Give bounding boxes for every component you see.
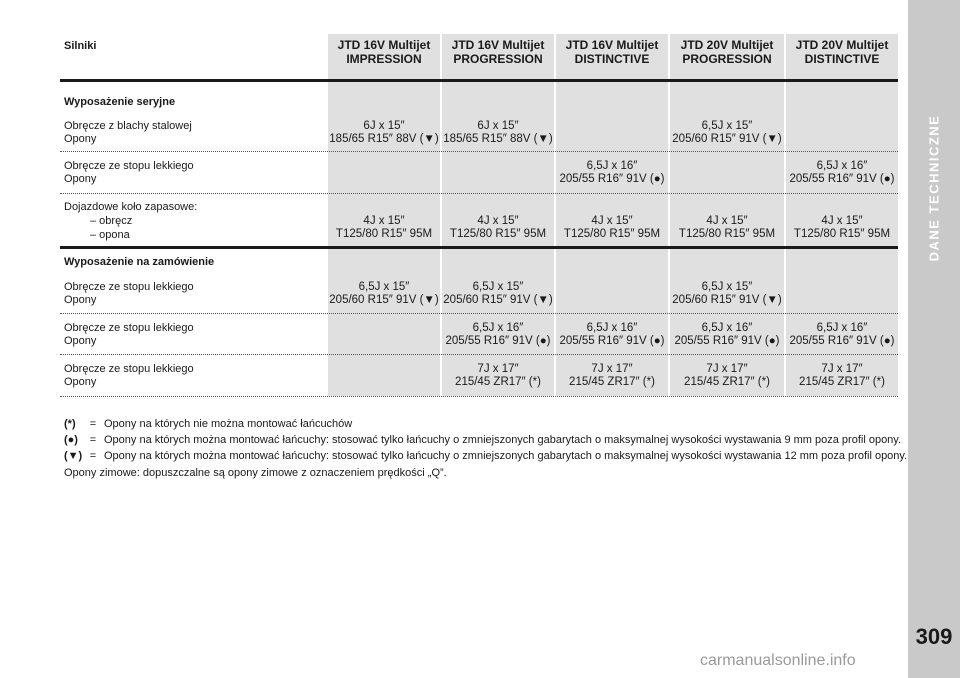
side-tab — [908, 0, 960, 678]
row-divider — [60, 151, 898, 152]
column-header: JTD 16V Multijet IMPRESSION — [337, 38, 431, 66]
row-label: Opony — [64, 173, 97, 185]
table-cell: 7J x 17″ 215/45 ZR17″ (*) — [684, 363, 770, 388]
column-header: JTD 16V Multijet PROGRESSION — [451, 38, 545, 66]
row-label: Opony — [64, 335, 97, 347]
section-title: DANE TECHNICZNE — [926, 114, 942, 262]
section-heading: Wyposażenie seryjne — [64, 96, 176, 108]
row-label: Obręcze ze stopu lekkiego — [64, 322, 194, 334]
row-label: Obręcze ze stopu lekkiego — [64, 363, 194, 375]
row-divider — [60, 354, 898, 355]
column-header: JTD 16V Multijet DISTINCTIVE — [565, 38, 659, 66]
table-cell: 7J x 17″ 215/45 ZR17″ (*) — [569, 363, 655, 388]
row-divider — [60, 313, 898, 314]
header-rule — [60, 79, 898, 82]
row-label: – obręcz — [90, 215, 133, 227]
winter-tyre-note: Opony zimowe: dopuszczalne są opony zimowe z oznaczeniem prędkości „Q”. — [64, 467, 447, 479]
table-cell: 7J x 17″ 215/45 ZR17″ (*) — [455, 363, 541, 388]
table-cell: 4J x 15″ T125/80 R15″ 95M — [793, 215, 891, 240]
footnote: (▼) = Opony na których można montować łańcuchy: stosować tylko łańcuchy o zmniejszonych gabarytach o maksymalnej wysokości wystawania 12 mm poza profil opony. — [64, 450, 908, 462]
section-rule — [60, 246, 898, 249]
table-cell: 6J x 15″ 185/65 R15″ 88V (▼) — [329, 120, 439, 145]
table-cell: 6J x 15″ 185/65 R15″ 88V (▼) — [443, 120, 553, 145]
footnote: (*) = Opony na których nie można montować łańcuchów — [64, 418, 353, 430]
table-cell: 4J x 15″ T125/80 R15″ 95M — [335, 215, 433, 240]
table-cell: 7J x 17″ 215/45 ZR17″ (*) — [799, 363, 885, 388]
page-number: 309 — [915, 624, 953, 649]
table-cell: 4J x 15″ T125/80 R15″ 95M — [563, 215, 661, 240]
table-cell: 6,5J x 16″ 205/55 R16″ 91V (●) — [559, 322, 665, 347]
table-cell: 6,5J x 16″ 205/55 R16″ 91V (●) — [789, 322, 895, 347]
table-cell: 6,5J x 15″ 205/60 R15″ 91V (▼) — [443, 281, 553, 306]
table-cell: 6,5J x 15″ 205/60 R15″ 91V (▼) — [672, 120, 782, 145]
footnote: (●) = Opony na których można montować łańcuchy: stosować tylko łańcuchy o zmniejszonych gabarytach o maksymalnej wysokości wystawania 9 mm poza profil opony. — [64, 434, 902, 446]
row-label: Opony — [64, 376, 97, 388]
table-cell: 6,5J x 16″ 205/55 R16″ 91V (●) — [674, 322, 780, 347]
corner-label: Silniki — [64, 40, 97, 52]
table-cell: 4J x 15″ T125/80 R15″ 95M — [678, 215, 776, 240]
row-label: Obręcze ze stopu lekkiego — [64, 160, 194, 172]
row-label: – opona — [90, 229, 130, 241]
column-header: JTD 20V Multijet DISTINCTIVE — [795, 38, 889, 66]
row-label: Dojazdowe koło zapasowe: — [64, 201, 198, 213]
table-cell: 6,5J x 15″ 205/60 R15″ 91V (▼) — [672, 281, 782, 306]
row-label: Obręcze ze stopu lekkiego — [64, 281, 194, 293]
row-label: Opony — [64, 133, 97, 145]
column-header: JTD 20V Multijet PROGRESSION — [680, 38, 774, 66]
table-cell: 6,5J x 16″ 205/55 R16″ 91V (●) — [559, 160, 665, 185]
row-label: Opony — [64, 294, 97, 306]
table-cell: 4J x 15″ T125/80 R15″ 95M — [449, 215, 547, 240]
row-divider — [60, 193, 898, 194]
section-heading: Wyposażenie na zamówienie — [64, 256, 215, 268]
table-cell: 6,5J x 16″ 205/55 R16″ 91V (●) — [789, 160, 895, 185]
row-label: Obręcze z blachy stalowej — [64, 120, 192, 132]
table-cell: 6,5J x 16″ 205/55 R16″ 91V (●) — [445, 322, 551, 347]
watermark: carmanualsonline.info — [700, 652, 856, 669]
table-cell: 6,5J x 15″ 205/60 R15″ 91V (▼) — [329, 281, 439, 306]
row-divider — [60, 396, 898, 397]
